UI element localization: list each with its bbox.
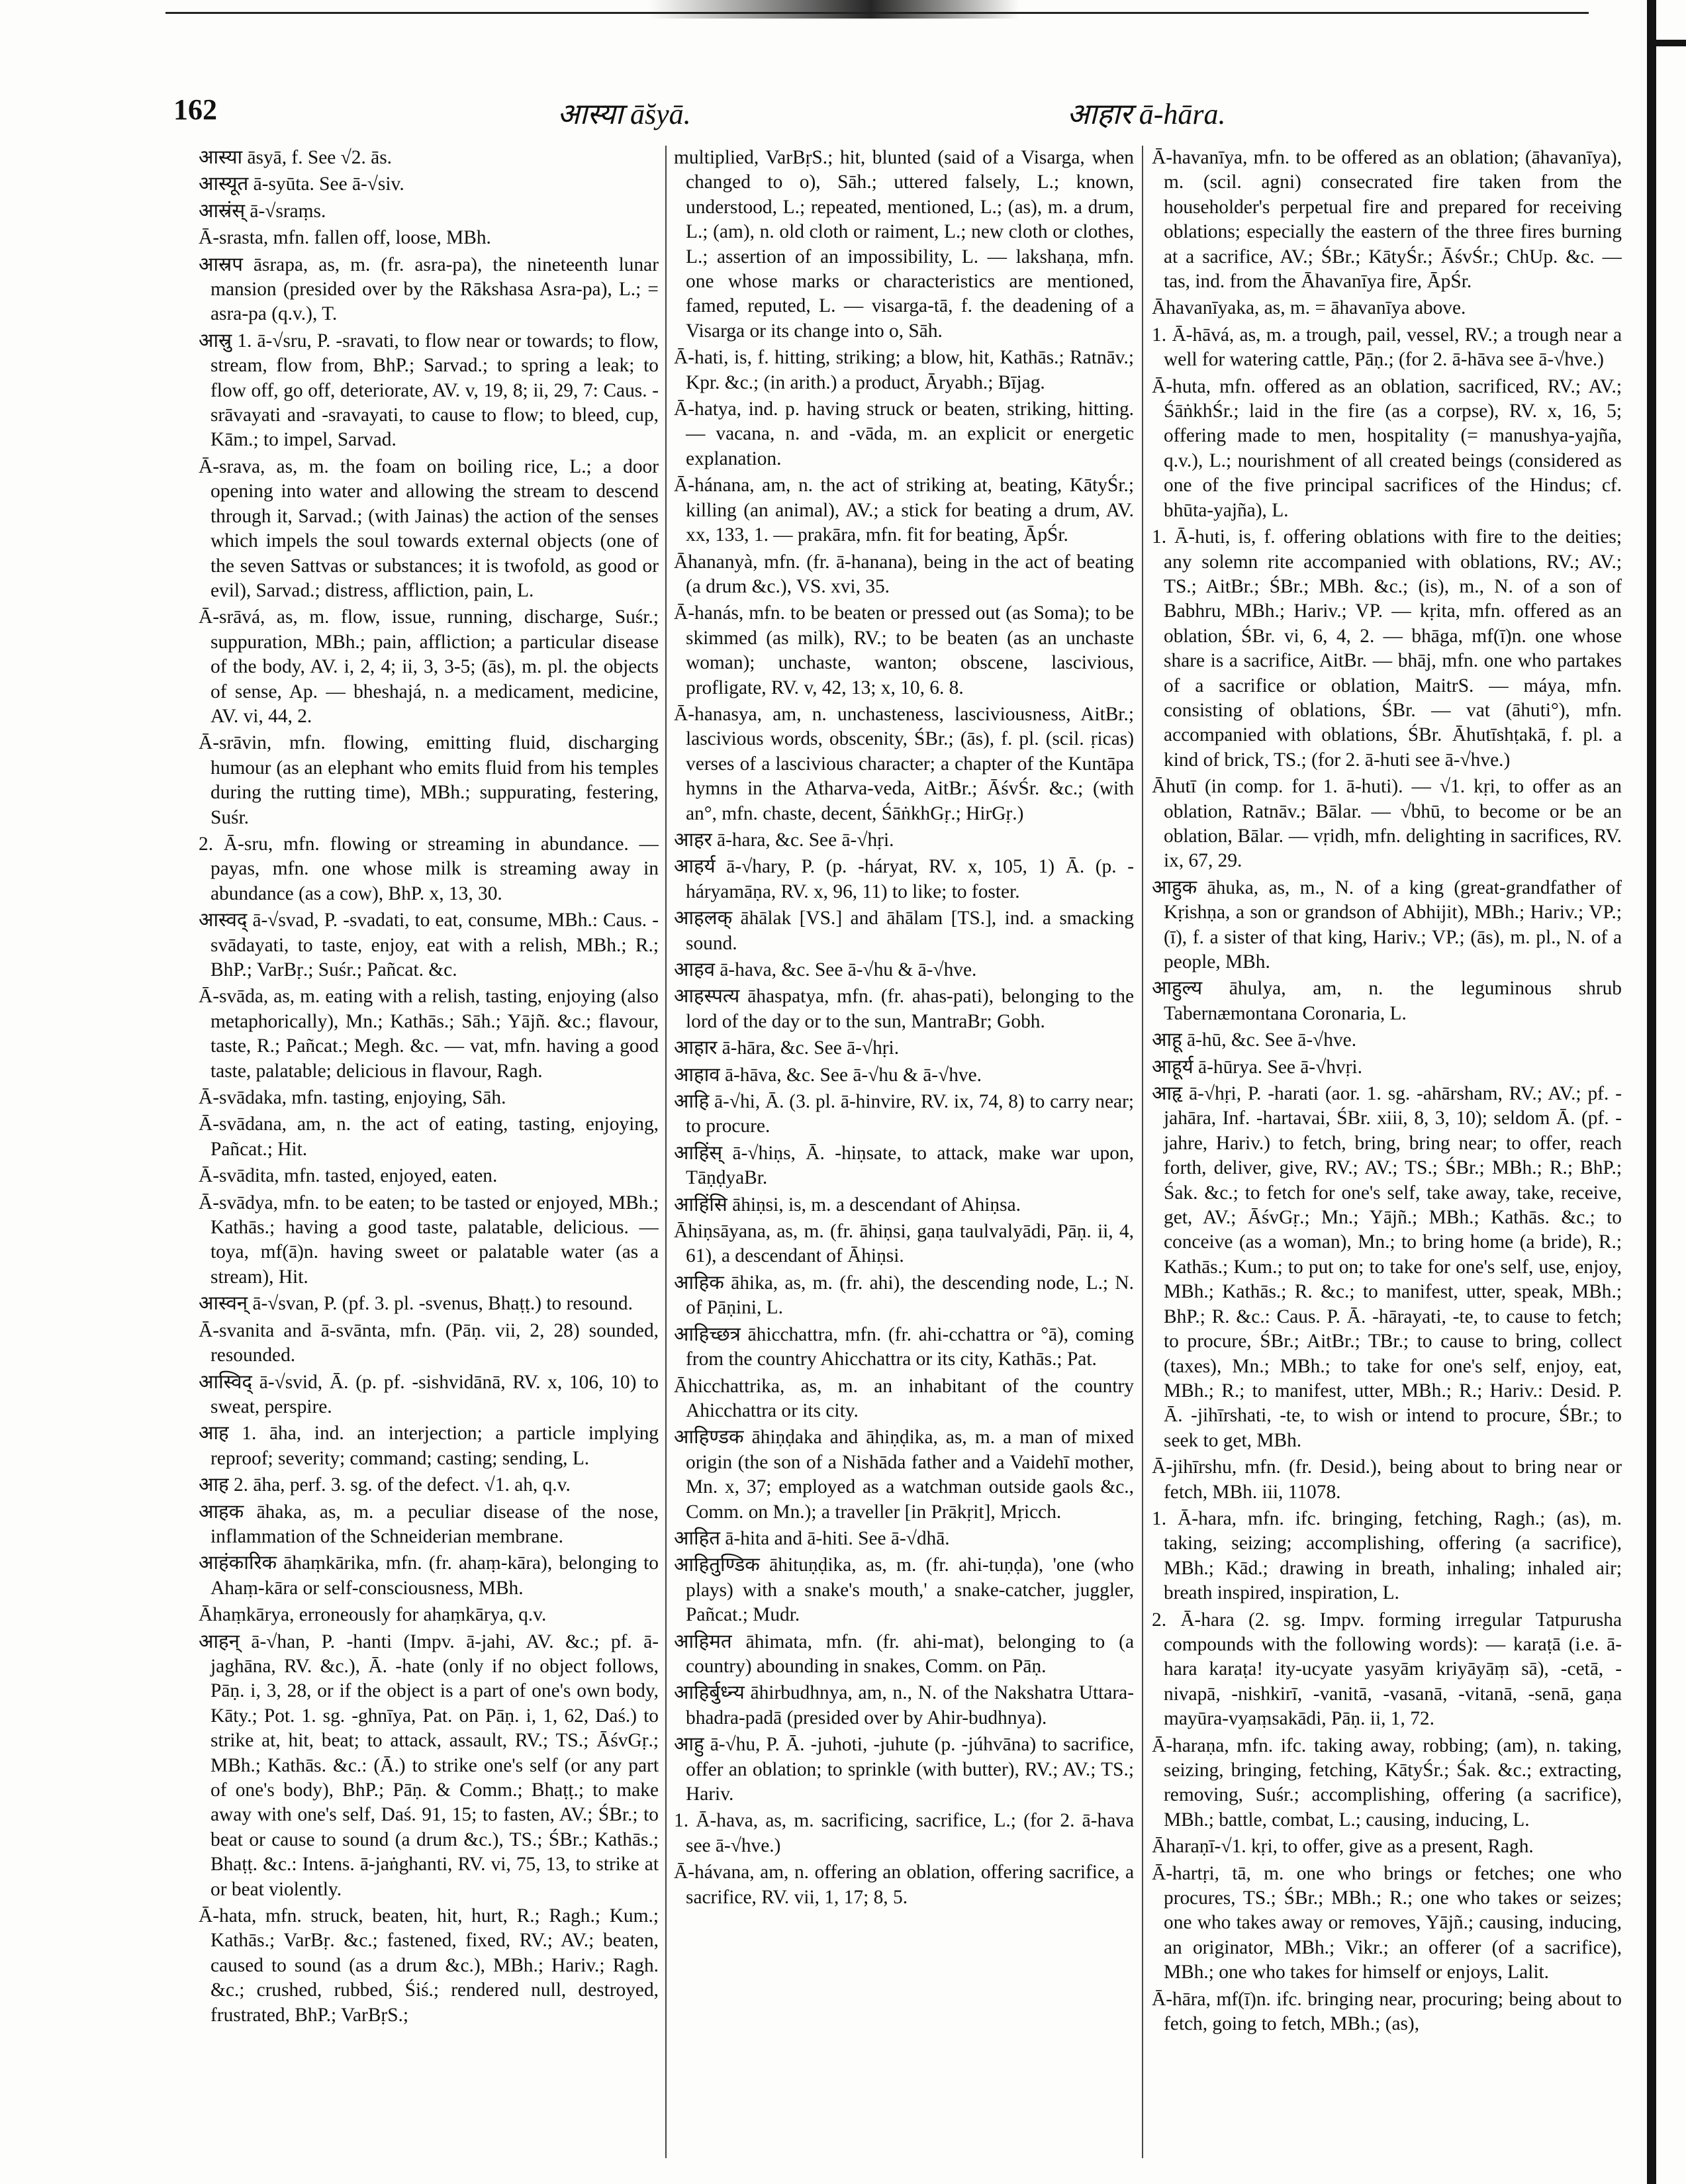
dictionary-entry: Ā-srasta, mfn. fallen off, loose, MBh. <box>199 227 491 249</box>
dictionary-entry: 1. Ā-hava, as, m. sacrificing, sacrifice, L.; (for 2. ā-hava see ā-√hve.) <box>674 1810 1134 1856</box>
dictionary-entry: आस्विद् ā-√svid, Ā. (p. pf. -sishvidānā, RV. x, 106, 10) to sweat, perspire. <box>199 1371 659 1417</box>
dictionary-entry: आहिंस् ā-√hiṇs, Ā. -hiṇsate, to attack, make war upon, TāṇḍyaBr. <box>674 1142 1134 1189</box>
dictionary-entry: आहाव ā-hāva, &c. See ā-√hu & ā-√hve. <box>674 1064 982 1086</box>
dictionary-entry: आहृ ā-√hṛi, P. -harati (aor. 1. sg. -ahārsham, RV.; AV.; pf. -jahāra, Inf. -hartavai, ŚBr. xiii, 8, 3, 10); seldom Ā. (pf. -jahre, Hariv.) to fetch, bring, bring near; to offer, reach forth, deliver, give, RV.; AV.; TS.; ŚBr.; MBh.; R.; BhP.; Śak. &c.; to fetch for one's self, take away, take, receive, get, AV.; ĀśvGṛ.; Mn.; Yājñ.; MBh.; Kathās. &c.; to conceive (as a woman), Mn.; to bring home (a bride), R.; Kathās.; Kum.; to put on; to take for one's self, use, enjoy, MBh.; Kathās.; R. &c.; to manifest, utter, speak, MBh.; BhP.; R. &c.: Caus. P. Ā. -hārayati, -te, to cause to fetch; to procure, ŚBr.; AitBr.; TBr.; to cause to bring, collect (taxes), Mn.; MBh.; to take for one's self, enjoy, eat, MBh.; R.; to manifest, utter, MBh.; R.; Hariv.: Desid. P. Ā. -jihīrshati, -te, to wish or intend to procure, ŚBr.; to seek to get, MBh. <box>1152 1083 1622 1451</box>
dictionary-entry: आहर ā-hara, &c. See ā-√hṛi. <box>674 829 894 851</box>
dictionary-entry: Ā-svanita and ā-svānta, mfn. (Pāṇ. vii, 2, 28) sounded, resounded. <box>199 1319 659 1366</box>
dictionary-entry: Ā-hartṛi, tā, m. one who brings or fetches; one who procures, TS.; ŚBr.; MBh.; R.; one who takes or seizes; one who takes away or removes, Yājñ.; causing, inducing, an originator, MBh.; Vikr.; an offerer (of a sacrifice), MBh.; one who takes for himself or enjoys, Lalit. <box>1152 1862 1622 1983</box>
dictionary-entry: 2. Ā-hara (2. sg. Impv. forming irregular Tatpurusha compounds with the following words): — karaṭā (i.e. ā-hara karaṭa! ity-ucyate yasyām kriyāyāṃ sā), -cetā, -nivapā, -nishkirī, -vanitā, -vasanā, -vitanā, -senā, gaṇa mayūra-vyaṃsakādi, Pāṇ. ii, 1, 72. <box>1152 1609 1622 1730</box>
dictionary-entry: आहुल्य āhulya, am, n. the leguminous shrub Tabernæmontana Coronaria, L. <box>1152 978 1622 1024</box>
dictionary-entry: Āhiṇsāyana, as, m. (fr. āhiṇsi, gaṇa taulvalyādi, Pāṇ. ii, 4, 61), a descendant of Āhiṇsi. <box>674 1221 1134 1267</box>
header-left-guide-word: आस्या ā̆syā. <box>557 98 691 130</box>
dictionary-entry: Ā-huta, mfn. offered as an oblation, sacrificed, RV.; AV.; ŚāṅkhŚr.; laid in the fire (as a corpse), RV. x, 16, 5; offering made to men, hospitality (= manushya-yajña, q.v.), L.; nourishment of all created beings (considered as one of the five principal sacrifices of the Hindus; cf. bhūta-yajña), L. <box>1152 375 1622 521</box>
dictionary-entry: आहुक āhuka, as, m., N. of a king (great-grandfather of Kṛishṇa, a son or grandson of Abhijit), MBh.; Hariv.; VP.; (ī), f. a sister of that king, Hariv.; VP.; (ās), m. pl., N. of a people, MBh. <box>1152 877 1622 973</box>
dictionary-entry: Ā-hávana, am, n. offering an oblation, offering sacrifice, a sacrifice, RV. vii, 1, 17; 8, 5. <box>674 1862 1134 1908</box>
column-divider-2 <box>1142 146 1143 2158</box>
column-3 <box>1152 146 1622 2158</box>
dictionary-entry: आहन् ā-√han, P. -hanti (Impv. ā-jahi, AV. &c.; pf. ā-jaghāna, RV. &c.), Ā. -hate (only if no object follows, Pāṇ. i, 3, 28, or if the object is a part of one's own body, Kāty.; Pot. 1. sg. -ghnīya, Pat. on Pāṇ. i, 1, 62, Daś.) to strike at, hit, beat; to attack, assault, RV.; TS.; ĀśvGṛ.; MBh.; Kathās. &c.: (Ā.) to strike one's self (or any part of one's body), BhP.; Pāṇ. & Comm.; Bhaṭṭ.; to make away with one's self, Daś. 91, 15; to fasten, AV.; ŚBr.; to beat or cause to sound (a drum &c.), TS.; ŚBr.; Kathās.; Bhaṭṭ. &c.: Intens. ā-jaṅghanti, RV. vi, 75, 13, to strike at or beat violently. <box>199 1631 659 1900</box>
dictionary-entry: Ā-hatya, ind. p. having struck or beaten, striking, hitting. — vacana, n. and -vāda, m. an explicit or energetic explanation. <box>674 399 1134 469</box>
dictionary-entry: multiplied, VarBṛS.; hit, blunted (said of a Visarga, when changed to o), Sāh.; uttered falsely, L.; known, understood, L.; repeated, mentioned, L.; (as), m. a drum, L.; (am), n. old cloth or raiment, L.; new cloth or clothes, L.; assertion of an impossibility, L. — lakshaṇa, mfn. one whose marks or characteristics are mentioned, famed, reputed, L. — visarga-tā, f. the deadening of a Visarga or its change into o, Sāh. <box>674 147 1134 342</box>
dictionary-entry: आह 2. āha, perf. 3. sg. of the defect. √1. ah, q.v. <box>199 1474 571 1496</box>
column-divider-1 <box>665 146 667 2158</box>
dictionary-entry: Ā-svādana, am, n. the act of eating, tasting, enjoying, Pañcat.; Hit. <box>199 1114 659 1160</box>
dictionary-entry: आहलक् āhālak [VS.] and āhālam [TS.], ind. a smacking sound. <box>674 908 1134 954</box>
dictionary-entry: Ā-havanīya, mfn. to be offered as an oblation; (āhavanīya), m. (scil. agni) consecrated fire taken from the householder's perpetual fire and prepared for receiving oblations; especially the eastern of the three fires burning at a sacrifice, AV.; ŚBr.; KātyŚr.; ĀśvŚr.; ChUp. &c. — tas, ind. from the Āhavanīya fire, ĀpŚr. <box>1152 147 1622 293</box>
dictionary-entry: आहिण्डक āhiṇḍaka and āhiṇḍika, as, m. a man of mixed origin (the son of a Nishāda father and a Vaidehī mother, Mn. x, 37; employed as a watchman outside gaols &c., Comm. on Mn.); a traveller [in Prākṛit], Mṛicch. <box>674 1427 1134 1523</box>
dictionary-entry: Āhutī (in comp. for 1. ā-huti). — √1. kṛi, to offer as an oblation, Ratnāv.; Bālar. — √bhū, to become or be an oblation, Bālar. — vṛidh, mfn. delighting in sacrifices, RV. ix, 67, 29. <box>1152 776 1622 872</box>
dictionary-entry: Ā-hati, is, f. hitting, striking; a blow, hit, Kathās.; Ratnāv.; Kpr. &c.; (in arith.) a product, Āryabh.; Bījag. <box>674 347 1134 393</box>
dictionary-entry: आहु ā-√hu, P. Ā. -juhoti, -juhute (p. -júhvāna) to sacrifice, offer an oblation; to sprinkle (with butter), RV.; AV.; TS.; Hariv. <box>674 1734 1134 1805</box>
header-right-guide-word: आहार ā-hāra. <box>1067 98 1226 130</box>
dictionary-entry: आहिर्बुध्न्य āhirbudhnya, am, n., N. of the Nakshatra Uttara-bhadra-padā (presided over by Ahir-budhnya). <box>674 1682 1134 1729</box>
dictionary-entry: Āhananyà, mfn. (fr. ā-hanana), being in the act of beating (a drum &c.), VS. xvi, 35. <box>674 551 1134 597</box>
dictionary-entry: आस्यूत ā-syūta. See ā-√siv. <box>199 173 404 195</box>
dictionary-entry: आहिमत āhimata, mfn. (fr. ahi-mat), belonging to (a country) abounding in snakes, Comm. on Pāṇ. <box>674 1631 1134 1677</box>
dictionary-entry: आस्या āsyā, f. See √2. ās. <box>199 147 393 168</box>
dictionary-entry: Ā-svādya, mfn. to be eaten; to be tasted or enjoyed, MBh.; Kathās.; having a good taste, palatable, delicious. — toya, mf(ā)n. having sweet or palatable water (as a stream), Hit. <box>199 1192 659 1288</box>
dictionary-entry: Ā-svādita, mfn. tasted, enjoyed, eaten. <box>199 1165 498 1187</box>
dictionary-entry: आहस्पत्य āhaspatya, mfn. (fr. ahas-pati), belonging to the lord of the day or to the sun, MantraBr; Gobh. <box>674 986 1134 1032</box>
scan-smudge <box>649 0 1019 19</box>
dictionary-entry: Āhavanīyaka, as, m. = āhavanīya above. <box>1152 297 1466 319</box>
dictionary-entry: Ā-svādaka, mfn. tasting, enjoying, Sāh. <box>199 1087 506 1109</box>
dictionary-entry: आहार ā-hāra, &c. See ā-√hṛi. <box>674 1037 900 1059</box>
dictionary-entry: आहक āhaka, as, m. a peculiar disease of the nose, inflammation of the Schneiderian membrane. <box>199 1501 659 1547</box>
dictionary-entry: Ā-hāra, mf(ī)n. ifc. bringing near, procuring; being about to fetch, going to fetch, MBh.; (as), <box>1152 1988 1622 2035</box>
dictionary-entry: आहिंसि āhiṇsi, is, m. a descendant of Ahiṇsa. <box>674 1194 1021 1215</box>
dictionary-entry: आहि ā-√hi, Ā. (3. pl. ā-hinvire, RV. ix, 74, 8) to carry near; to procure. <box>674 1091 1134 1137</box>
dictionary-entry: 1. Ā-hara, mfn. ifc. bringing, fetching, Ragh.; (as), m. taking, seizing; accomplishing, offering (a sacrifice), MBh.; Kād.; drawing in breath, inhaling; inhaled air; breath inspired, inspiration, L. <box>1152 1507 1622 1604</box>
dictionary-entry: Ā-srāvin, mfn. flowing, emitting fluid, discharging humour (as an elephant who emits fluid from his temples during the rutting time), MBh.; suppurating, festering, Suśr. <box>199 732 659 828</box>
dictionary-entry: Ā-hanasya, am, n. unchasteness, lasciviousness, AitBr.; lascivious words, obscenity, ŚBr.; (ās), f. pl. (scil. ṛicas) verses of a lascivious character; a chapter of the Kuntāpa hymns in the Atharva-veda, AitBr.; ĀśvŚr. &c.; (with an°, mfn. chaste, decent, ŚāṅkhGṛ.; HirGṛ.) <box>674 703 1134 824</box>
dictionary-entry: Ā-hánana, am, n. the act of striking at, beating, KātyŚr.; killing (an animal), AV.; a stick for beating a drum, AV. xx, 133, 1. — prakāra, mfn. fit for beating, ĀpŚr. <box>674 475 1134 546</box>
dictionary-entry: Āhaṃkārya, erroneously for ahaṃkārya, q.v. <box>199 1604 547 1626</box>
dictionary-entry: Ā-hata, mfn. struck, beaten, hit, hurt, R.; Ragh.; Kum.; Kathās.; VarBṛ. &c.; fastened, fixed, RV.; AV.; beaten, caused to sound (as a drum &c.), MBh.; Hariv.; Ragh. &c.; crushed, rubbed, Śiś.; rendered null, destroyed, frustrated, BhP.; VarBṛS.; <box>199 1905 659 2026</box>
dictionary-entry: आस्वन् ā-√svan, P. (pf. 3. pl. -svenus, Bhaṭṭ.) to resound. <box>199 1293 633 1315</box>
dictionary-entry: Ā-jihīrshu, mfn. (fr. Desid.), being about to bring near or fetch, MBh. iii, 11078. <box>1152 1456 1622 1503</box>
dictionary-entry: आस्रु 1. ā-√sru, P. -sravati, to flow near or towards; to flow, stream, flow from, BhP.; Sarvad.; to spring a leak; to flow off, go off, deteriorate, AV. v, 19, 8; ii, 29, 7: Caus. -srāvayati and -sravayati, to cause to flow; to bleed, cup, Kām.; to impel, Sarvad. <box>199 330 659 451</box>
dictionary-entry: Āharaṇī-√1. kṛi, to offer, give as a present, Ragh. <box>1152 1836 1534 1858</box>
dictionary-entry: आस्रंस् ā-√sraṃs. <box>199 200 326 222</box>
dictionary-entry: Ā-svāda, as, m. eating with a relish, tasting, enjoying (also metaphorically), Mn.; Kathās.; Sāh.; Yājñ. &c.; flavour, taste, R.; Pañcat.; Megh. &c. — vat, mfn. having a good taste, palatable; delicious in flavour, Ragh. <box>199 986 659 1082</box>
dictionary-entry: आस्वद् ā-√svad, P. -svadati, to eat, consume, MBh.: Caus. -svādayati, to taste, enjoy, eat with a relish, MBh.; R.; BhP.; VarBṛ.; Suśr.; Pañcat. &c. <box>199 910 659 980</box>
dictionary-entry: आहर्य ā-√hary, P. (p. -háryat, RV. x, 105, 1) Ā. (p. -háryamāṇa, RV. x, 96, 11) to like; to foster. <box>674 856 1134 902</box>
dictionary-entry: Āhicchattrika, as, m. an inhabitant of the country Ahicchattra or its city. <box>674 1375 1134 1421</box>
column-2 <box>674 146 1134 2158</box>
dictionary-entry: 1. Ā-hāvá, as, m. a trough, pail, vessel, RV.; a trough near a well for watering cattle, Pāṇ.; (for 2. ā-hāva see ā-√hve.) <box>1152 324 1622 371</box>
scan-edge-bar <box>1647 0 1656 2184</box>
dictionary-entry: आहंकारिक āhaṃkārika, mfn. (fr. ahaṃ-kāra), belonging to Ahaṃ-kāra or self-consciousness, MBh. <box>199 1552 659 1599</box>
dictionary-entry: आहिक āhika, as, m. (fr. ahi), the descending node, L.; N. of Pāṇini, L. <box>674 1272 1134 1319</box>
page-number: 162 <box>173 93 217 126</box>
dictionary-entry: आहव ā-hava, &c. See ā-√hu & ā-√hve. <box>674 959 977 980</box>
dictionary-entry: 2. Ā-sru, mfn. flowing or streaming in abundance. — payas, mfn. one whose milk is streaming away in abundance (as a cow), BhP. x, 13, 30. <box>199 833 659 904</box>
dictionary-entry: 1. Ā-huti, is, f. offering oblations with fire to the deities; any solemn rite accompanied with oblations, RV.; AV.; TS.; AitBr.; ŚBr.; MBh. &c.; (is), m., N. of a son of Babhru, MBh.; Hariv.; VP. — kṛita, mfn. offered as an oblation, ŚBr. vi, 6, 4, 2. — bhāga, mf(ī)n. one whose share is a sacrifice, AitBr. — bhāj, mfn. one who partakes of a sacrifice or oblation, MaitrS. — máya, mfn. consisting of oblations, ŚBr. — vat (āhuti°), mfn. accompanied with oblations, ŚBr. Āhutīshṭakā, f. pl. a kind of brick, TS.; (for 2. ā-huti see ā-√hve.) <box>1152 526 1622 771</box>
dictionary-entry: Ā-srāvá, as, m. flow, issue, running, discharge, Suśr.; suppuration, MBh.; pain, affliction; a particular disease of the body, AV. i, 2, 4; ii, 3, 3-5; (ās), m. pl. the objects of sense, Ap. — bheshajá, n. a medicament, medicine, AV. vi, 44, 2. <box>199 606 659 727</box>
dictionary-entry: आस्रप āsrapa, as, m. (fr. asra-pa), the nineteenth lunar mansion (presided over by the Rākshasa Asra-pa), L.; = asra-pa (q.v.), T. <box>199 254 659 325</box>
dictionary-entry: आह 1. āha, ind. an interjection; a particle implying reproof; severity; command; casting; sending, L. <box>199 1423 659 1469</box>
dictionary-entry: आहितुण्डिक āhituṇḍika, as, m. (fr. ahi-tuṇḍa), 'one (who plays) with a snake's mouth,' a snake-catcher, juggler, Pañcat.; Mudr. <box>674 1554 1134 1626</box>
dictionary-entry: आहिच्छत्र āhicchattra, mfn. (fr. ahi-cchattra or °ā), coming from the country Ahicchattra or its city, Kathās.; Pat. <box>674 1323 1134 1370</box>
running-header <box>173 93 1623 139</box>
column-1 <box>199 146 659 2158</box>
dictionary-entry: आहूर्य ā-hūrya. See ā-√hvṛi. <box>1152 1056 1362 1078</box>
dictionary-entry: Ā-hanás, mfn. to be beaten or pressed out (as Soma); to be skimmed (as milk), RV.; to be beaten (as an unchaste woman); unchaste, wanton; obscene, lascivious, profligate, RV. v, 42, 13; x, 10, 6. 8. <box>674 602 1134 698</box>
top-rule <box>165 12 1589 14</box>
dictionary-entry: आहित ā-hita and ā-hiti. See ā-√dhā. <box>674 1527 950 1549</box>
dictionary-entry: आहू ā-hū, &c. See ā-√hve. <box>1152 1029 1357 1051</box>
dictionary-entry: Ā-srava, as, m. the foam on boiling rice, L.; a door opening into water and allowing the stream to descend through it, Sarvad.; (with Jainas) the action of the senses which impels the soul towards external objects (one of the seven Sattvas or substances; it is twofold, as good or evil), Sarvad.; distress, affliction, pain, L. <box>199 455 659 601</box>
dictionary-entry: Ā-haraṇa, mfn. ifc. taking away, robbing; (am), n. taking, seizing, bringing, fetching, KātyŚr.; Śak. &c.; extracting, removing, Suśr.; accomplishing, offering (a sacrifice), MBh.; battle, combat, L.; causing, inducing, L. <box>1152 1734 1622 1830</box>
scan-edge-notch <box>1656 40 1686 46</box>
